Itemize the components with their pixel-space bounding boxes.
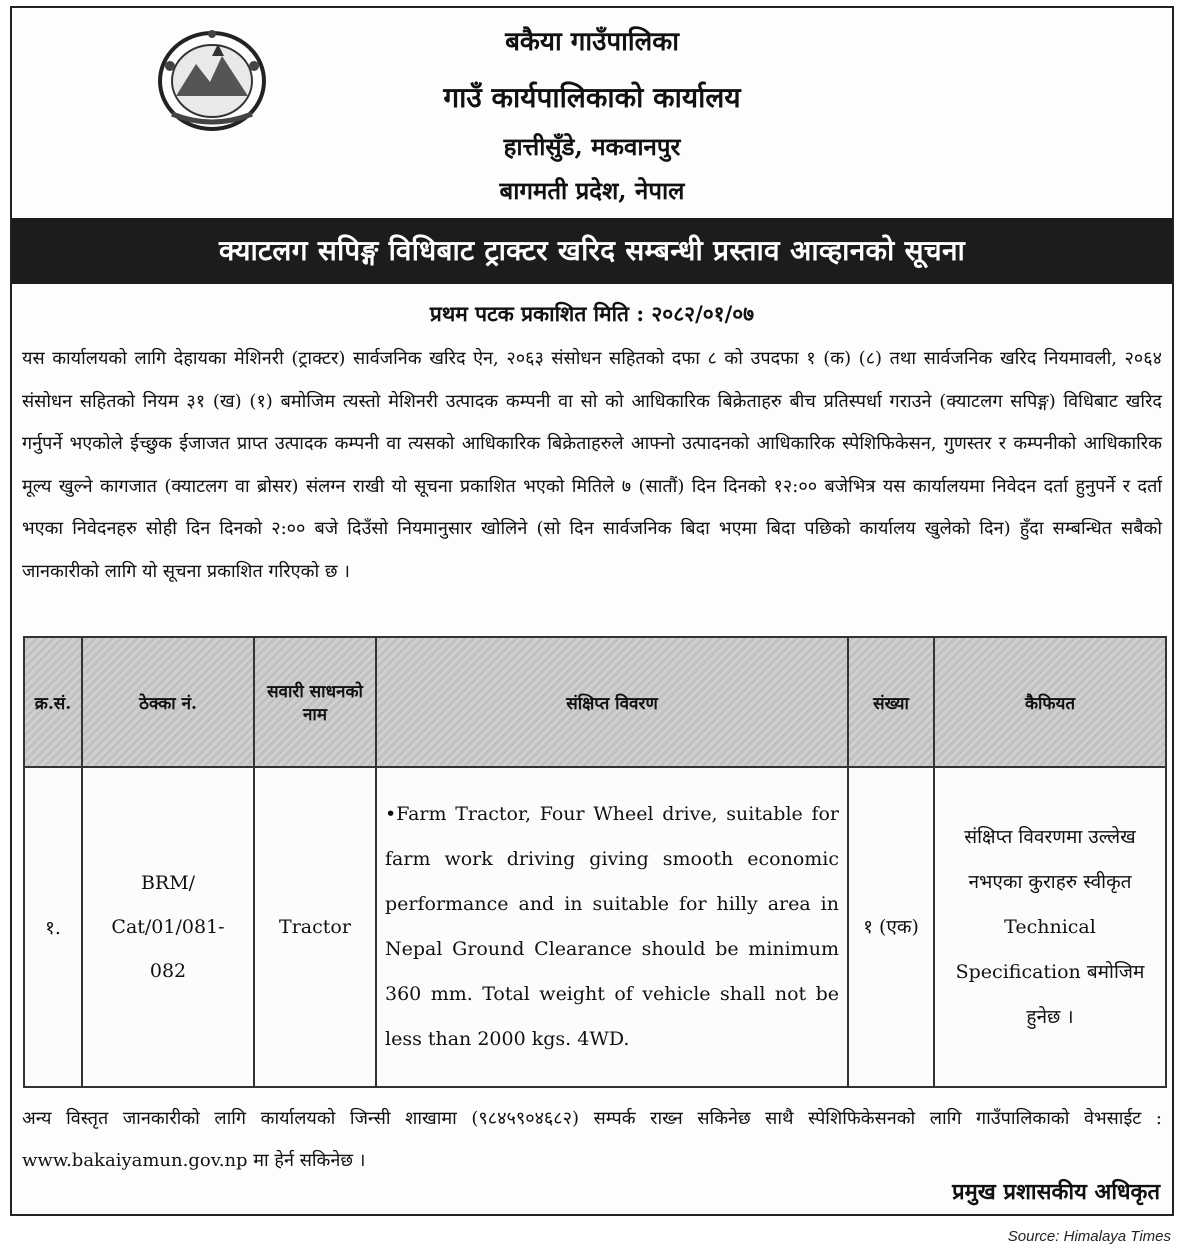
cell-remarks: संक्षिप्त विवरणमा उल्लेख नभएका कुराहरु स्वीकृत Technical Specification बमोजिम हुनेछ । [934,767,1166,1087]
municipality-name: बकैया गाउँपालिका [505,27,679,57]
office-name: गाउँ कार्यपालिकाको कार्यालय [443,81,741,114]
table-header-row [24,637,1166,767]
contact-info: अन्य विस्तृत जानकारीको लागि कार्यालयको जिन्सी शाखामा (९८४५९०४६८२) सम्पर्क राख्न सकिनेछ साथै स्पेशिफिकेसनको लागि गाउँपालिकाको वेभसाईट : www.bakaiyamun.gov.np मा हेर्न सकिनेछ । [22,1108,1162,1171]
cell-contract-no: BRM/ Cat/01/081-082 [82,767,254,1087]
header-contract-no: ठेक्का नं. [82,637,254,767]
header-remarks: कैफियत [934,637,1166,767]
header-description: संक्षिप्त विवरण [376,637,848,767]
notice-body: यस कार्यालयको लागि देहायका मेशिनरी (ट्राक्टर) सार्वजनिक खरिद ऐन, २०६३ संसोधन सहितको दफा ८ को उपदफा १ (क) (८) तथा सार्वजनिक खरिद नियमावली, २०६४ संसोधन सहितको नियम ३१ (ख) (१) बमोजिम त्यस्तो मेशिनरी उत्पादक कम्पनी वा सो को आधिकारिक बिक्रेताहरु बीच प्रतिस्पर्धा गराउने (क्याटलग सपिङ्ग) विधिबाट खरिद गर्नुपर्ने भएकोले ईच्छुक ईजाजत प्राप्त उत्पादक कम्पनी वा त्यसको आधिकारिक बिक्रेताहरुले आफ्नो उत्पादनको आधिकारिक स्पेशिफिकेसन, गुणस्तर र कम्पनीको आधिकारिक मूल्य खुल्ने कागजात (क्याटलग वा ब्रोसर) संलग्न राखी यो सूचना प्रकाशित भएको मितिले ७ (सातौं) दिन दिनको १२:०० बजेभित्र यस कार्यालयमा निवेदन दर्ता हुनुपर्ने र दर्ता भएका निवेदनहरु सोही दिन दिनको २:०० बजे दिउँसो नियमानुसार खोलिने (सो दिन सार्वजनिक बिदा भएमा बिदा पछिको कार्यालय खुलेको दिन) हुँदा सम्बन्धित सबैको जानकारीको लागि यो सूचना प्रकाशित गरिएको छ । [22,348,1162,582]
notice-title-banner: क्याटलग सपिङ्ग विधिबाट ट्राक्टर खरिद सम्बन्धी प्रस्ताव आव्हानको सूचना [12,218,1172,284]
header-vehicle-name: सवारी साधनको नाम [254,637,376,767]
office-location: हात्तीसुँडे, मकवानपुर [503,132,681,161]
source-credit: Source: Himalaya Times [1007,1228,1171,1245]
header-quantity: संख्या [848,637,934,767]
cell-quantity: १ (एक) [848,767,934,1087]
table-row [24,767,1166,1087]
header-sn: क्र.सं. [24,637,82,767]
publish-date: प्रथम पटक प्रकाशित मिति : २०८२/०१/०७ [429,301,755,326]
tender-table [23,636,1167,1088]
cell-description: •Farm Tractor, Four Wheel drive, suitable for farm work driving giving smooth economic performance and in suitable for hilly area in Nepal Ground Clearance should be minimum 360 mm. Total weight of vehicle shall not be less than 2000 kgs. 4WD. [376,767,848,1087]
province-name: बागमती प्रदेश, नेपाल [499,176,685,205]
notice-header [12,8,1172,218]
cell-sn: १. [24,767,82,1087]
cell-vehicle-name: Tractor [254,767,376,1087]
notice-frame [10,6,1174,1216]
signature: प्रमुख प्रशासकीय अधिकृत [952,1179,1160,1205]
